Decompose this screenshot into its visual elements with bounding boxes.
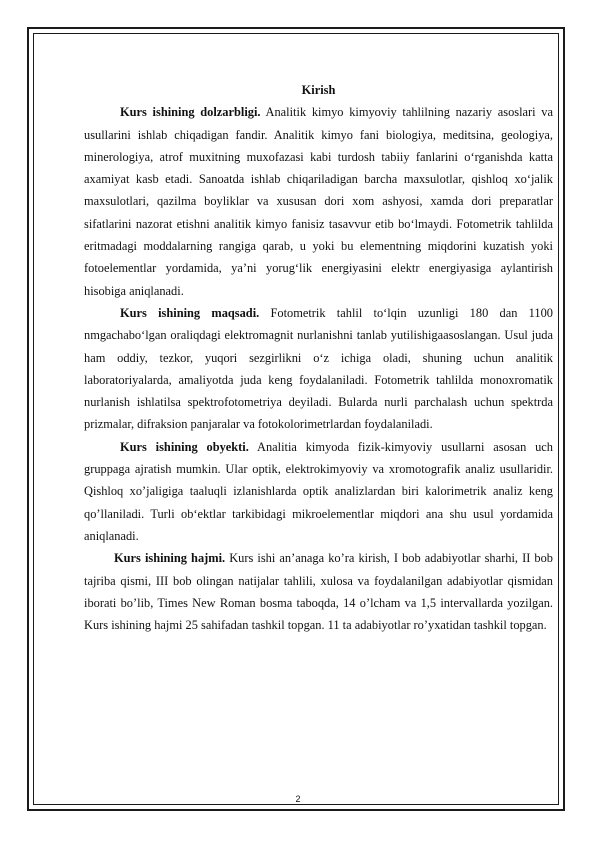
page-title: Kirish [301,83,336,97]
section-text: Analitia kimyoda fizik-kimyoviy usullarni asosan uch gruppaga ajratish mumkin. Ular optik, elektrokimyoviy va xromotografik analiz usullaridir. Qishloq xo’jaligiga taaluqli izlanishlarda optik analizlardan biri kalorimetrik analiz keng qo’llaniladi. Turli ob‘ektlar tarkibidagi mikroelementlar miqdori ana shu usul yordamida aniqlanadi. [84,439,553,543]
section-text: Kurs ishi an’anaga ko’ra kirish, I bob adabiyotlar sharhi, II bob tajriba qismi, III bob olingan natijalar tahlili, xulosa va foydalanilgan adabiyotlar qismidan iborati bo’lib, Times New Roman bosma taboqda, 14 o’lcham va 1,5 intervallarda yozilgan. Kurs ishining hajmi 25 sahifadan tashkil topgan. 11 ta adabiyotlar ro’yxatidan tashkil topgan. [84,551,554,633]
paragraph-obyekti [84,436,553,547]
section-text: Fotometrik tahlil to‘lqin uzunligi 180 dan 1100 nmgachabo‘lgan oraliqdagi elektromagnit nurlanishni tanlab yutilishigaasoslangan. Usul juda ham oddiy, tezkor, yuqori sezgirlikni o‘z ichiga oladi, shuning uchun analitik laboratoriyalarda, amaliyotda juda keng foydalaniladi. Fotometrik tahlilda monoxromatik nurlanish ishlatilsa spektrofotometriya deyiladi. Bularda nurli parchalash uchun spektrda prizmalar, difraksion panjaralar va fotokolorimetrlardan foydalaniladi. [84,305,553,432]
paragraph-maqsadi [84,302,553,436]
document-body [84,79,553,636]
page-number: 2 [295,794,301,804]
section-heading: Kurs ishining maqsadi. [120,305,260,320]
paragraph-hajmi [84,547,553,636]
paragraph-dolzarbligi [84,101,553,302]
section-text: Analitik kimyo kimyoviy tahlilning nazariy asoslari va usullarini ishlab chiqadigan fandir. Analitik kimyo fani biologiya, meditsina, geologiya, minerologiya, atrof muxitning muxofazasi kabi turdosh tabiiy fanlarini o‘rganishda katta axamiyat kasb etadi. Sanoatda ishlab chiqariladigan barcha maxsulotlar, qishloq xo‘jalik maxsulotlari, qazilma boyliklar va xususan dori xom ashyosi, xamda dori preparatlar sifatlarini nazorat etishni analitik kimyo fanisiz tasavvur etib bo‘lmaydi. Fotometrik tahlilda eritmadagi moddalarning rangiga qarab, u yoki bu elementning miqdorini kuzatish yoki fotoelementlar yordamida, ya’ni yorug‘lik energiyasini elektr energiyasiga aylantirish hisobiga aniqlanadi. [84,105,553,298]
section-heading: Kurs ishining obyekti. [120,439,249,454]
section-heading: Kurs ishining dolzarbligi. [120,105,261,120]
section-heading: Kurs ishining hajmi. [114,551,226,566]
